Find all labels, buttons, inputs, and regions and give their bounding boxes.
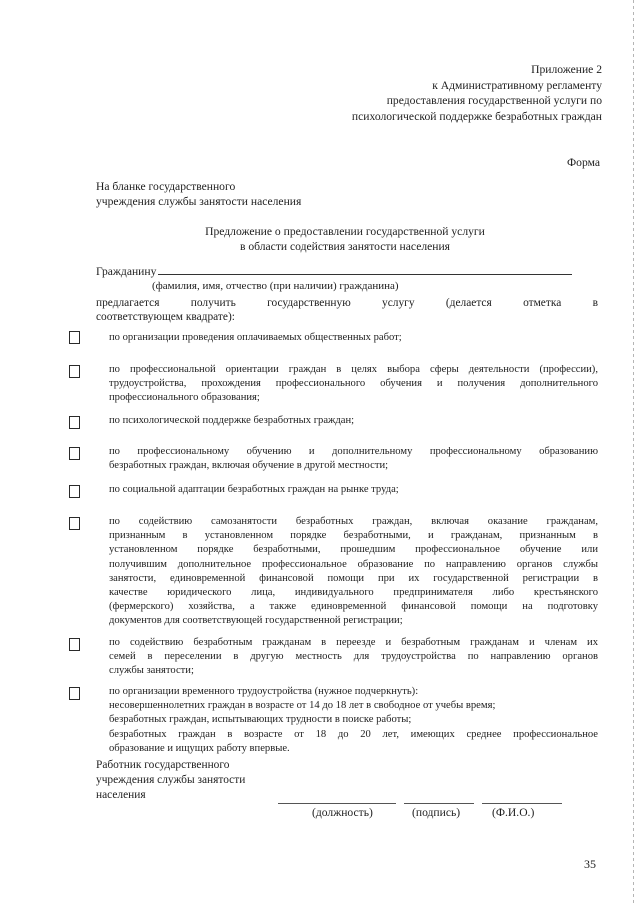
service-line: безработных граждан, испытывающих трудности в поиске работы; — [109, 714, 412, 726]
title-line: Предложение о предоставлении государственной услуги — [205, 225, 485, 238]
scan-edge — [633, 0, 634, 905]
citizen-name-line[interactable] — [158, 274, 572, 275]
service-line: по организации временного трудоустройства (нужное подчеркнуть): — [109, 686, 419, 697]
worker-line: населения — [96, 789, 146, 802]
service-line: занятости, единовременной финансовой помощи при их государственной регистрации в — [109, 572, 598, 584]
service-item — [109, 483, 598, 497]
service-item — [109, 515, 598, 629]
full-name-caption: (Ф.И.О.) — [492, 806, 535, 819]
service-line: безработных граждан, включая обучение в другой местности; — [109, 460, 389, 472]
service-line: признанным в установленном порядке безработными, и гражданам, признанным в — [109, 530, 598, 542]
service-checkbox[interactable] — [69, 485, 80, 498]
service-item — [109, 414, 598, 428]
position-caption: (должность) — [312, 806, 373, 819]
full-name-line[interactable] — [482, 803, 562, 804]
annex-line: предоставления государственной услуги по — [386, 94, 602, 107]
offer-word: предлагается — [96, 297, 160, 309]
offer-word: услугу — [382, 297, 415, 309]
service-line: службы занятости; — [109, 665, 194, 677]
service-line: документов для соответствующей государственной регистрации; — [109, 615, 403, 627]
signature-line[interactable] — [404, 803, 474, 804]
worker-line: Работник государственного — [96, 759, 230, 771]
offer-word: получить — [190, 297, 236, 309]
citizen-label: Гражданину — [96, 265, 157, 278]
service-line: семей в переселении в другую местность для трудоустройства по направлению органов — [109, 651, 598, 663]
worker-block — [96, 758, 245, 804]
annex-line: Приложение 2 — [531, 63, 602, 76]
offer-word: государственную — [267, 297, 351, 309]
form-label: Форма — [567, 156, 600, 169]
document-title — [110, 224, 580, 254]
offer-line: соответствующем квадрате): — [96, 311, 235, 323]
service-checkbox[interactable] — [69, 687, 80, 700]
signature-caption: (подпись) — [412, 806, 461, 819]
service-item — [109, 363, 598, 406]
service-line: (фермерского) хозяйства, а также единовременной финансовой помощи на подготовку — [109, 601, 598, 613]
service-line: получившим дополнительное профессиональное образование по направлению органов службы — [109, 558, 598, 570]
service-line: профессионального образования; — [109, 392, 260, 404]
service-line: по организации проведения оплачиваемых общественных работ; — [109, 332, 402, 343]
letterhead-line: На бланке государственного — [96, 180, 236, 193]
service-line: несовершеннолетних граждан в возрасте от 14 до 18 лет в свободное от учебы время; — [109, 700, 496, 712]
service-line: по психологической поддержке безработных граждан; — [109, 415, 355, 426]
service-checkbox[interactable] — [69, 517, 80, 530]
service-item — [109, 636, 598, 679]
service-line: трудоустройства, прохождения профессионального обучения и получения дополнительного — [109, 378, 598, 390]
worker-line: учреждения службы занятости — [96, 774, 246, 787]
service-line: по содействию самозанятости безработных граждан, включая оказание гражданам, — [109, 516, 598, 527]
citizen-field — [96, 265, 572, 278]
letterhead-line: учреждения службы занятости населения — [96, 195, 302, 208]
offer-text — [96, 296, 598, 324]
service-line: безработных граждан в возрасте от 18 до 20 лет, имеющих среднее профессиональное — [109, 728, 598, 740]
service-line: по профессиональному обучению и дополнительному профессиональному образованию — [109, 446, 598, 457]
service-line: по профессиональной ориентации граждан в целях выбора сферы деятельности (профессии), — [109, 364, 598, 375]
page-number: 35 — [584, 857, 596, 871]
title-line: в области содействия занятости населения — [239, 240, 451, 253]
offer-word: (делается — [445, 297, 492, 309]
service-line: качестве юридического лица, индивидуального предпринимателя либо крестьянского — [109, 587, 598, 599]
annex-header — [282, 62, 602, 124]
annex-line: к Административному регламенту — [432, 78, 602, 92]
service-checkbox[interactable] — [69, 331, 80, 344]
letterhead-note — [96, 179, 301, 209]
service-line: по содействию безработным гражданам в переезде и безработным гражданам и членам их — [109, 637, 598, 648]
service-item — [109, 685, 598, 756]
service-line: установленном порядке безработными, прошедшим профессиональное обучение или — [109, 544, 598, 556]
annex-line: психологической поддержке безработных граждан — [351, 109, 602, 123]
position-line[interactable] — [278, 803, 396, 804]
service-checkbox[interactable] — [69, 365, 80, 378]
service-line: образование и ищущих работу впервые. — [109, 742, 290, 754]
offer-word: в — [592, 297, 598, 309]
service-item — [109, 445, 598, 473]
service-item — [109, 331, 598, 345]
service-line: по социальной адаптации безработных граждан на рынке труда; — [109, 484, 399, 495]
citizen-hint: (фамилия, имя, отчество (при наличии) гражданина) — [152, 280, 399, 292]
offer-word: отметка — [523, 297, 562, 309]
service-checkbox[interactable] — [69, 447, 80, 460]
service-checkbox[interactable] — [69, 416, 80, 429]
service-checkbox[interactable] — [69, 638, 80, 651]
